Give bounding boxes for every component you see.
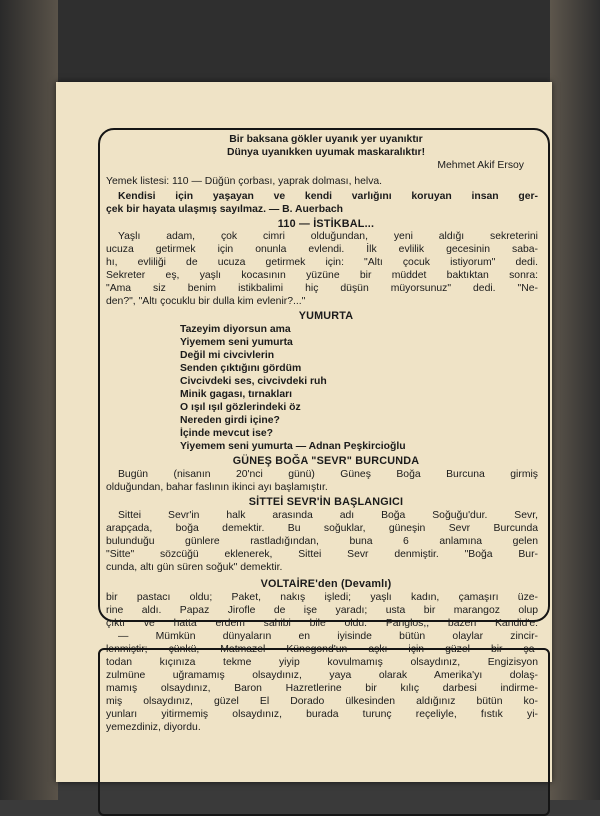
sittei-line: bulunduğu günlere rastladığından, buna 6 anlamına gelen	[106, 536, 538, 547]
voltaire-line: — Mümkün dünyaların en iyisinde bütün olaylar zincir-	[118, 631, 538, 642]
quote-line-1: Bir baksana gökler uyanık yer uyanıktır	[229, 134, 423, 145]
sittei-title: SİTTEİ SEVR'İN BAŞLANGICI	[248, 496, 404, 508]
voltaire-line: miş olsaydınız, güzel El Dorado ülkesinden aldığınız bütün ko-	[106, 696, 538, 707]
poem-line: Civcivdeki ses, civcivdeki ruh	[180, 376, 327, 387]
istikbal-line: Sekreter eş, yaşlı kocasının yüzüne bir müddet baktıktan sonra:	[106, 270, 538, 281]
voltaire-line: yemezdiniz, diyordu.	[106, 722, 201, 733]
quote-line-2: Dünya uyanıkken uyumak maskaralıktır!	[226, 147, 426, 158]
voltaire-line: bir pastacı oldu; Paket, nakış işledi; yaşlı kadın, çamaşırı üze-	[106, 592, 538, 603]
poem-line: Senden çıktığını gördüm	[180, 363, 302, 374]
quote-author: Mehmet Akif Ersoy	[437, 160, 524, 171]
yumurta-title: YUMURTA	[298, 310, 354, 322]
poem-line: Nereden girdi içine?	[180, 415, 280, 426]
sittei-line: Sittei Sevr'in halk arasında adı Boğa Soğuğu'dur. Sevr,	[118, 510, 538, 521]
poem-line: Minik gagası, tırnakları	[180, 389, 293, 400]
gunes-line: Bugün (nisanın 20'nci günü) Güneş Boğa Burcuna girmiş	[118, 469, 538, 480]
poem-line: İçinde mevcut ise?	[180, 428, 273, 439]
calendar-leaf-page	[56, 82, 552, 782]
istikbal-line: Yaşlı adam, çok cimri olduğundan, yeni aldığı sekreterini	[118, 231, 538, 242]
voltaire-line: lenmiştir; çünkü, Matmazel Künegond'un aşkı için güzel bir şa-	[106, 644, 538, 655]
istikbal-line: ucuza getirmek için onunla evlendi. İlk evlilik gecesinin saba-	[106, 244, 538, 255]
poem-line: O ışıl ışıl gözlerindeki öz	[180, 402, 301, 413]
istikbal-title: 110 — İSTİKBAL...	[277, 218, 375, 230]
voltaire-title: VOLTAİRE'den (Devamlı)	[260, 578, 392, 590]
auerbach-line-2: çek bir hayata ulaşmış sayılmaz. — B. Auerbach	[106, 204, 343, 215]
voltaire-line: mamış olsaydınız, Baron Hazretlerine bir kılıç darbesi indirme-	[106, 683, 538, 694]
auerbach-line-1: Kendisi için yaşayan ve kendi varlığını koruyan insan ger-	[118, 191, 538, 202]
sittei-line: "Sitte" sözcüğü eklenerek, Sittei Sevr denmiştir. "Boğa Bur-	[106, 549, 538, 560]
voltaire-line: zulmüne uğramamış olsaydınız, yaya olarak Amerika'yı dolaş-	[106, 670, 538, 681]
gunes-line: olduğundan, bahar faslının ikinci ayı başlamıştır.	[106, 482, 328, 493]
sittei-line: arapçada, boğa demektir. Bu soğuklar, güneşin Sevr Burcunda	[106, 523, 538, 534]
poem-line: Değil mi civcivlerin	[180, 350, 275, 361]
istikbal-line: hı, evliliği de ucuza getirmek için: "Altı çocuk istiyorum" dedi.	[106, 257, 538, 268]
poem-line: Yiyemem seni yumurta — Adnan Peşkircioğlu	[180, 441, 406, 452]
gunes-title: GÜNEŞ BOĞA "SEVR" BURCUNDA	[232, 455, 420, 467]
poem-line: Yiyemem seni yumurta	[180, 337, 293, 348]
voltaire-line: çıktı ve hatta erdem sahibi bile oldu. Panglos,, bazen Kandid'e:	[106, 618, 538, 629]
sittei-line: cunda, altı gün süren soğuk" demektir.	[106, 562, 283, 573]
istikbal-line: "Ama siz benim istikbalimi hiç düşün müyorsunuz" dedi. "Ne-	[106, 283, 538, 294]
poem-line: Tazeyim diyorsun ama	[180, 324, 291, 335]
voltaire-line: rine aldı. Papaz Jirofle de işe yaradı; usta bir marangoz olup	[106, 605, 538, 616]
menu-line: Yemek listesi: 110 — Düğün çorbası, yaprak dolması, helva.	[106, 176, 383, 187]
background-surface-left	[0, 0, 58, 800]
istikbal-line: den?", "Altı çocuklu bir dulla kim evlenir?..."	[106, 296, 306, 307]
background-surface-right	[550, 0, 600, 800]
voltaire-line: todan kıçınıza tekme yiyip kovulmamış olsaydınız, Engizisyon	[106, 657, 538, 668]
background-surface-top	[0, 0, 600, 90]
voltaire-line: yunları yitirmemiş olsaydınız, burada turunç reçeliyle, fıstık yi-	[106, 709, 538, 720]
